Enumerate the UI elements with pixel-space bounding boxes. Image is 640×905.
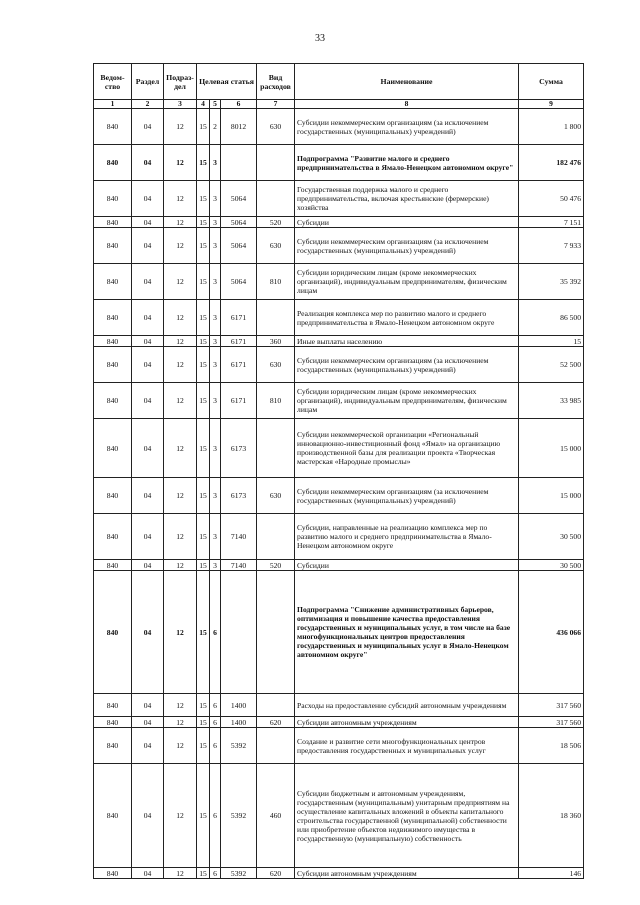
cell-target-a: 15: [197, 560, 210, 571]
cell-expense-type: 620: [257, 868, 295, 879]
cell-razdel: 04: [132, 347, 164, 383]
cell-razdel: 04: [132, 264, 164, 300]
cell-target-a: 15: [197, 419, 210, 478]
cell-sum: 317 560: [519, 717, 584, 728]
cell-expense-type: 460: [257, 764, 295, 868]
column-number: 5: [210, 100, 221, 109]
cell-target-b: 6: [210, 571, 221, 694]
cell-vedomstvo: 840: [94, 181, 132, 217]
cell-target-a: 15: [197, 264, 210, 300]
cell-target-code: 5064: [221, 264, 257, 300]
cell-vedomstvo: 840: [94, 145, 132, 181]
cell-target-code: 5064: [221, 181, 257, 217]
cell-target-a: 15: [197, 728, 210, 764]
column-number: 8: [295, 100, 519, 109]
cell-target-code: [221, 145, 257, 181]
cell-target-code: 7140: [221, 514, 257, 560]
column-number-row: [94, 100, 584, 109]
cell-target-a: 15: [197, 228, 210, 264]
column-number: 1: [94, 100, 132, 109]
cell-razdel: 04: [132, 109, 164, 145]
cell-vedomstvo: 840: [94, 347, 132, 383]
cell-expense-type: 360: [257, 336, 295, 347]
col-header-podrazdel: Подраз-дел: [164, 64, 197, 100]
cell-sum: 50 476: [519, 181, 584, 217]
cell-name: Расходы на предоставление субсидий автономным учреждениям: [295, 694, 519, 717]
cell-sum: 15: [519, 336, 584, 347]
cell-podrazdel: 12: [164, 694, 197, 717]
cell-expense-type: 810: [257, 264, 295, 300]
cell-name: Субсидии, направленные на реализацию комплекса мер по развитию малого и среднего предпринимательства в Ямало-Ненецком автономном округе: [295, 514, 519, 560]
table-row: [94, 694, 584, 717]
budget-table: [93, 63, 584, 879]
cell-razdel: 04: [132, 571, 164, 694]
column-number: 6: [221, 100, 257, 109]
cell-razdel: 04: [132, 300, 164, 336]
cell-sum: 18 506: [519, 728, 584, 764]
cell-target-a: 15: [197, 694, 210, 717]
cell-vedomstvo: 840: [94, 514, 132, 560]
table-row: [94, 181, 584, 217]
cell-expense-type: [257, 694, 295, 717]
table-row: [94, 717, 584, 728]
cell-name: Субсидии юридическим лицам (кроме некоммерческих организаций), индивидуальным предпринимателям, физическим лицам: [295, 383, 519, 419]
cell-target-code: 1400: [221, 717, 257, 728]
cell-target-code: [221, 571, 257, 694]
col-header-vid: Вид расходов: [257, 64, 295, 100]
cell-razdel: 04: [132, 383, 164, 419]
cell-target-code: 5392: [221, 764, 257, 868]
table-row: [94, 145, 584, 181]
cell-target-b: 3: [210, 383, 221, 419]
cell-target-code: 6171: [221, 347, 257, 383]
cell-vedomstvo: 840: [94, 109, 132, 145]
cell-sum: 30 500: [519, 514, 584, 560]
table-row: [94, 728, 584, 764]
cell-target-b: 6: [210, 868, 221, 879]
cell-razdel: 04: [132, 145, 164, 181]
table-row: [94, 868, 584, 879]
cell-vedomstvo: 840: [94, 228, 132, 264]
cell-target-b: 6: [210, 728, 221, 764]
cell-target-b: 3: [210, 478, 221, 514]
cell-name: Субсидии юридическим лицам (кроме некоммерческих организаций), индивидуальным предпринимателям, физическим лицам: [295, 264, 519, 300]
cell-vedomstvo: 840: [94, 336, 132, 347]
cell-name: Субсидии: [295, 560, 519, 571]
cell-podrazdel: 12: [164, 868, 197, 879]
cell-name: Государственная поддержка малого и среднего предпринимательства, включая крестьянские (фермерские) хозяйства: [295, 181, 519, 217]
cell-expense-type: [257, 419, 295, 478]
cell-target-a: 15: [197, 383, 210, 419]
table-header-row: [94, 64, 584, 100]
cell-vedomstvo: 840: [94, 868, 132, 879]
cell-target-a: 15: [197, 347, 210, 383]
cell-name: Субсидии некоммерческим организациям (за исключением государственных (муниципальных) учреждений): [295, 347, 519, 383]
table-row: [94, 217, 584, 228]
cell-expense-type: 620: [257, 717, 295, 728]
cell-target-b: 3: [210, 300, 221, 336]
cell-name: Субсидии автономным учреждениям: [295, 717, 519, 728]
cell-sum: 52 500: [519, 347, 584, 383]
cell-podrazdel: 12: [164, 228, 197, 264]
column-number: 3: [164, 100, 197, 109]
cell-target-a: 15: [197, 717, 210, 728]
cell-target-code: 5392: [221, 728, 257, 764]
cell-target-b: 2: [210, 109, 221, 145]
cell-target-code: 6171: [221, 300, 257, 336]
cell-vedomstvo: 840: [94, 217, 132, 228]
cell-podrazdel: 12: [164, 478, 197, 514]
cell-razdel: 04: [132, 514, 164, 560]
cell-expense-type: [257, 728, 295, 764]
cell-razdel: 04: [132, 560, 164, 571]
cell-podrazdel: 12: [164, 264, 197, 300]
cell-target-a: 15: [197, 217, 210, 228]
cell-target-a: 15: [197, 764, 210, 868]
cell-target-a: 15: [197, 336, 210, 347]
cell-target-code: 5064: [221, 228, 257, 264]
cell-target-b: 3: [210, 560, 221, 571]
cell-target-b: 3: [210, 336, 221, 347]
cell-sum: 18 360: [519, 764, 584, 868]
cell-vedomstvo: 840: [94, 419, 132, 478]
table-row: [94, 383, 584, 419]
cell-sum: 436 066: [519, 571, 584, 694]
cell-podrazdel: 12: [164, 419, 197, 478]
cell-target-b: 6: [210, 694, 221, 717]
cell-target-a: 15: [197, 478, 210, 514]
cell-expense-type: 520: [257, 217, 295, 228]
cell-podrazdel: 12: [164, 728, 197, 764]
table-row: [94, 560, 584, 571]
cell-expense-type: 630: [257, 228, 295, 264]
cell-target-a: 15: [197, 868, 210, 879]
cell-sum: 7 933: [519, 228, 584, 264]
cell-target-code: 6173: [221, 419, 257, 478]
table-body: [94, 109, 584, 879]
cell-podrazdel: 12: [164, 145, 197, 181]
cell-vedomstvo: 840: [94, 717, 132, 728]
cell-expense-type: [257, 145, 295, 181]
cell-target-a: 15: [197, 300, 210, 336]
cell-target-code: 6173: [221, 478, 257, 514]
cell-name: Субсидии некоммерческим организациям (за исключением государственных (муниципальных) учреждений): [295, 109, 519, 145]
cell-sum: 1 800: [519, 109, 584, 145]
cell-sum: 35 392: [519, 264, 584, 300]
cell-podrazdel: 12: [164, 571, 197, 694]
cell-sum: 33 985: [519, 383, 584, 419]
cell-expense-type: 520: [257, 560, 295, 571]
cell-podrazdel: 12: [164, 514, 197, 560]
table-row: [94, 228, 584, 264]
column-number: 2: [132, 100, 164, 109]
cell-sum: 7 151: [519, 217, 584, 228]
cell-podrazdel: 12: [164, 181, 197, 217]
cell-podrazdel: 12: [164, 764, 197, 868]
cell-razdel: 04: [132, 764, 164, 868]
cell-podrazdel: 12: [164, 717, 197, 728]
col-header-vedomstvo: Ведом-ство: [94, 64, 132, 100]
cell-target-a: 15: [197, 145, 210, 181]
column-number: 9: [519, 100, 584, 109]
col-header-naim: Наименование: [295, 64, 519, 100]
cell-target-b: 3: [210, 419, 221, 478]
cell-vedomstvo: 840: [94, 383, 132, 419]
cell-name: Реализация комплекса мер по развитию малого и среднего предпринимательства в Ямало-Ненецком автономном округе: [295, 300, 519, 336]
cell-sum: 146: [519, 868, 584, 879]
cell-target-code: 5392: [221, 868, 257, 879]
cell-target-b: 3: [210, 264, 221, 300]
cell-razdel: 04: [132, 868, 164, 879]
cell-razdel: 04: [132, 728, 164, 764]
column-number: 7: [257, 100, 295, 109]
cell-expense-type: [257, 181, 295, 217]
cell-target-b: 3: [210, 228, 221, 264]
table-row: [94, 109, 584, 145]
cell-target-code: 8012: [221, 109, 257, 145]
cell-name: Создание и развитие сети многофункциональных центров предоставления государственных и муниципальных услуг: [295, 728, 519, 764]
table-row: [94, 478, 584, 514]
cell-target-a: 15: [197, 571, 210, 694]
cell-target-code: 6171: [221, 383, 257, 419]
cell-expense-type: 810: [257, 383, 295, 419]
cell-razdel: 04: [132, 181, 164, 217]
cell-sum: 15 000: [519, 478, 584, 514]
cell-podrazdel: 12: [164, 300, 197, 336]
cell-vedomstvo: 840: [94, 728, 132, 764]
cell-razdel: 04: [132, 694, 164, 717]
cell-podrazdel: 12: [164, 336, 197, 347]
table-row: [94, 347, 584, 383]
cell-expense-type: [257, 571, 295, 694]
cell-vedomstvo: 840: [94, 694, 132, 717]
cell-target-code: 5064: [221, 217, 257, 228]
cell-target-b: 6: [210, 764, 221, 868]
table-row: [94, 419, 584, 478]
cell-expense-type: 630: [257, 347, 295, 383]
table-row: [94, 300, 584, 336]
cell-target-a: 15: [197, 514, 210, 560]
table-row: [94, 514, 584, 560]
cell-target-b: 3: [210, 514, 221, 560]
cell-vedomstvo: 840: [94, 571, 132, 694]
cell-name: Субсидии некоммерческим организациям (за исключением государственных (муниципальных) учреждений): [295, 478, 519, 514]
column-number: 4: [197, 100, 210, 109]
cell-vedomstvo: 840: [94, 560, 132, 571]
cell-name: Подпрограмма "Развитие малого и среднего предпринимательства в Ямало-Ненецком автономном округе": [295, 145, 519, 181]
cell-podrazdel: 12: [164, 347, 197, 383]
cell-podrazdel: 12: [164, 560, 197, 571]
cell-target-code: 7140: [221, 560, 257, 571]
cell-razdel: 04: [132, 478, 164, 514]
cell-name: Субсидии некоммерческим организациям (за исключением государственных (муниципальных) учреждений): [295, 228, 519, 264]
cell-expense-type: 630: [257, 478, 295, 514]
cell-vedomstvo: 840: [94, 264, 132, 300]
cell-target-a: 15: [197, 181, 210, 217]
col-header-razdel: Раздел: [132, 64, 164, 100]
cell-name: Субсидии некоммерческой организации «Региональный инновационно-инвестиционный фонд «Ямал» на организацию производственной базы для реализации проекта «Творческая мастерская «Народные промыслы»: [295, 419, 519, 478]
cell-podrazdel: 12: [164, 109, 197, 145]
cell-sum: 182 476: [519, 145, 584, 181]
cell-target-code: 1400: [221, 694, 257, 717]
page-number: 33: [315, 33, 325, 44]
cell-vedomstvo: 840: [94, 300, 132, 336]
table-row: [94, 764, 584, 868]
cell-razdel: 04: [132, 228, 164, 264]
table-row: [94, 264, 584, 300]
table-row: [94, 571, 584, 694]
cell-expense-type: [257, 514, 295, 560]
table-row: [94, 336, 584, 347]
cell-sum: 30 500: [519, 560, 584, 571]
cell-target-b: 6: [210, 717, 221, 728]
cell-target-a: 15: [197, 109, 210, 145]
cell-podrazdel: 12: [164, 383, 197, 419]
cell-name: Иные выплаты населению: [295, 336, 519, 347]
cell-razdel: 04: [132, 717, 164, 728]
cell-target-b: 3: [210, 347, 221, 383]
cell-razdel: 04: [132, 419, 164, 478]
cell-vedomstvo: 840: [94, 764, 132, 868]
cell-name: Субсидии автономным учреждениям: [295, 868, 519, 879]
cell-target-b: 3: [210, 145, 221, 181]
cell-expense-type: 630: [257, 109, 295, 145]
cell-sum: 15 000: [519, 419, 584, 478]
cell-sum: 317 560: [519, 694, 584, 717]
cell-target-b: 3: [210, 217, 221, 228]
cell-name: Субсидии: [295, 217, 519, 228]
cell-razdel: 04: [132, 217, 164, 228]
cell-name: Субсидии бюджетным и автономным учреждениям, государственным (муниципальным) унитарным предприятиям на осуществление капитальных вложений в объекты капитального строительства государственной (муниципальной) собственности или приобретение объектов недвижимого имущества в государственную (муниципальную) собственность: [295, 764, 519, 868]
cell-target-b: 3: [210, 181, 221, 217]
cell-target-code: 6171: [221, 336, 257, 347]
cell-expense-type: [257, 300, 295, 336]
cell-razdel: 04: [132, 336, 164, 347]
cell-vedomstvo: 840: [94, 478, 132, 514]
col-header-summa: Сумма: [519, 64, 584, 100]
cell-podrazdel: 12: [164, 217, 197, 228]
cell-sum: 86 500: [519, 300, 584, 336]
col-header-celevaya: Целевая статья: [197, 64, 257, 100]
cell-name: Подпрограмма "Снижение административных барьеров, оптимизация и повышение качества предоставления государственных и муниципальных услуг, в том числе на базе многофункциональных центров предоставления государственных и муниципальных услуг в Ямало-Ненецком автономном округе": [295, 571, 519, 694]
